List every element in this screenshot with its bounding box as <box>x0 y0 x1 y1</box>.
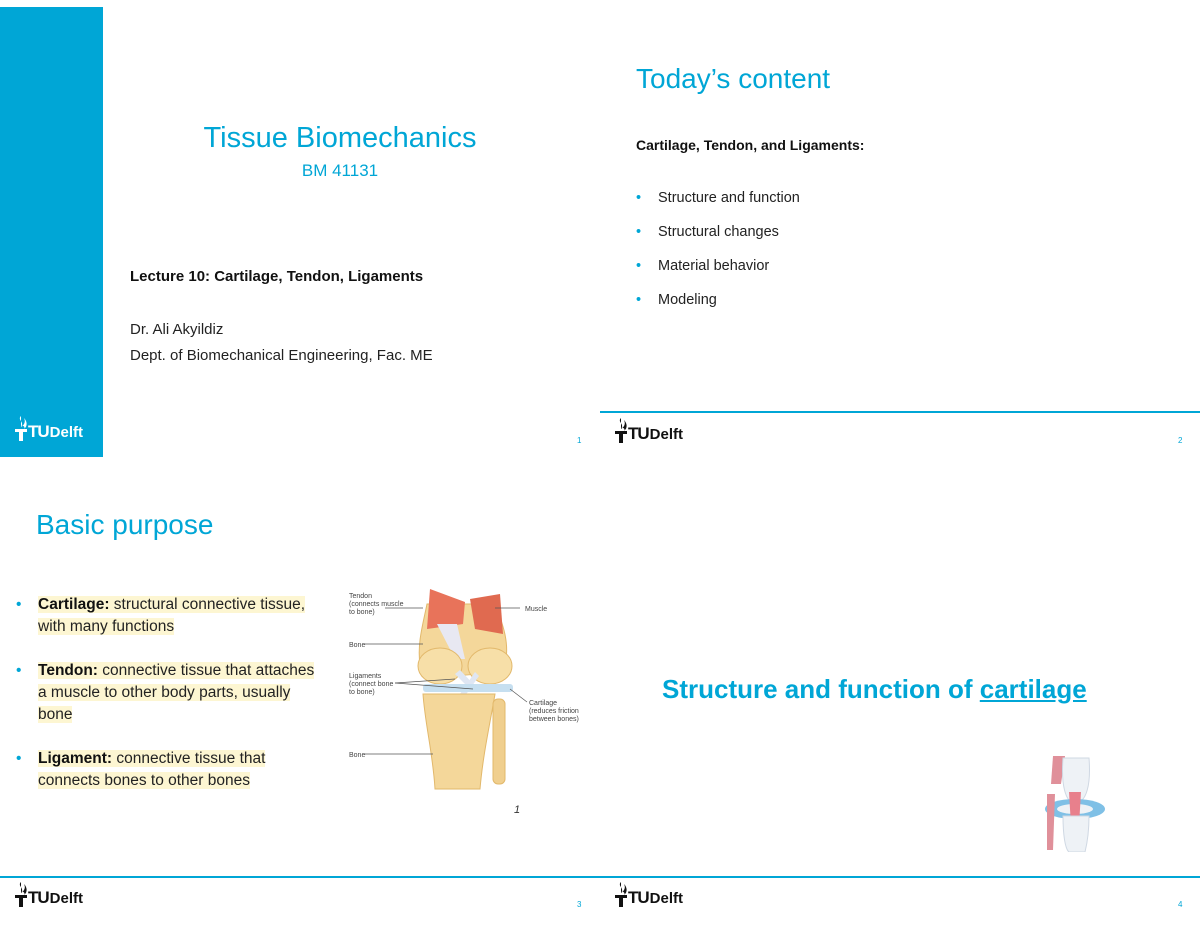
page-number: 2 <box>1178 436 1183 445</box>
knee-joint-illustration <box>1035 754 1115 852</box>
cartilage-link[interactable]: cartilage <box>979 674 1087 704</box>
label-ligaments-2: (connect bone <box>349 681 394 688</box>
department: Dept. of Biomechanical Engineering, Fac. ME <box>130 347 433 364</box>
tudelft-logo <box>12 414 83 442</box>
footer-line <box>0 876 600 878</box>
list-item <box>16 748 326 792</box>
page-number: 1 <box>577 436 582 445</box>
logo-delft: Delft <box>49 890 84 907</box>
slide-2 <box>600 0 1200 463</box>
label-tendon-2: (connects muscle <box>349 601 404 608</box>
list-item: • Structural changes <box>636 224 800 258</box>
accent-bar <box>0 7 103 457</box>
page-number: 3 <box>577 900 582 909</box>
definition-text: connective tissue that attaches a muscle to other body parts, usually bone <box>38 662 315 723</box>
knee-anatomy-figure <box>345 584 590 799</box>
lecture-title: Lecture 10: Cartilage, Tendon, Ligaments <box>130 268 424 285</box>
list-item: • Material behavior <box>636 258 800 292</box>
logo-delft: Delft <box>49 424 84 441</box>
label-bone-top: Bone <box>349 642 366 649</box>
logo-tu: TU <box>28 888 49 907</box>
section-title-prefix: Structure and function of <box>662 674 980 704</box>
slide-title: Tissue Biomechanics <box>203 122 477 154</box>
slide-subheading: Cartilage, Tendon, and Ligaments: <box>636 137 865 153</box>
logo-delft: Delft <box>649 890 684 907</box>
logo-tu: TU <box>628 888 649 907</box>
footnote-marker: 1 <box>514 804 521 816</box>
slide-1 <box>0 0 600 463</box>
logo-tu: TU <box>628 424 649 443</box>
slide-4 <box>600 464 1200 927</box>
slide-title: Today’s content <box>636 63 831 94</box>
list-item <box>16 660 326 726</box>
section-title <box>662 674 1087 705</box>
course-code: BM 41131 <box>301 161 379 180</box>
logo-tu: TU <box>28 422 49 441</box>
term-ligament: Ligament: <box>38 750 113 767</box>
definition-text: connective tissue that connects bones to other bones <box>38 750 266 789</box>
label-cartilage-3: between bones) <box>529 716 579 723</box>
label-ligaments-3: to bone) <box>349 689 375 696</box>
definition-list <box>16 594 326 814</box>
tudelft-logo <box>612 416 683 444</box>
label-cartilage-2: (reduces friction <box>529 708 579 715</box>
footer-line <box>600 411 1200 413</box>
term-tendon: Tendon: <box>38 662 98 679</box>
footer-line <box>600 876 1200 878</box>
page-number: 4 <box>1178 900 1183 909</box>
term-cartilage: Cartilage: <box>38 596 110 613</box>
label-tendon-3: to bone) <box>349 609 375 616</box>
label-bone-bottom: Bone <box>349 752 366 759</box>
label-tendon: Tendon <box>349 593 372 600</box>
slide-title: Basic purpose <box>36 509 214 540</box>
logo-delft: Delft <box>649 426 684 443</box>
list-item: • Structure and function <box>636 190 800 224</box>
label-ligaments: Ligaments <box>349 673 382 680</box>
tudelft-logo <box>12 880 83 908</box>
author-name: Dr. Ali Akyildiz <box>130 321 224 338</box>
label-muscle: Muscle <box>525 606 548 613</box>
list-item: • Modeling <box>636 292 800 326</box>
label-cartilage: Cartilage <box>529 700 558 707</box>
definition-text: structural connective tissue, with many functions <box>38 596 306 635</box>
content-list <box>636 190 800 326</box>
list-item <box>16 594 326 638</box>
tudelft-logo <box>612 880 683 908</box>
slide-3 <box>0 464 600 927</box>
